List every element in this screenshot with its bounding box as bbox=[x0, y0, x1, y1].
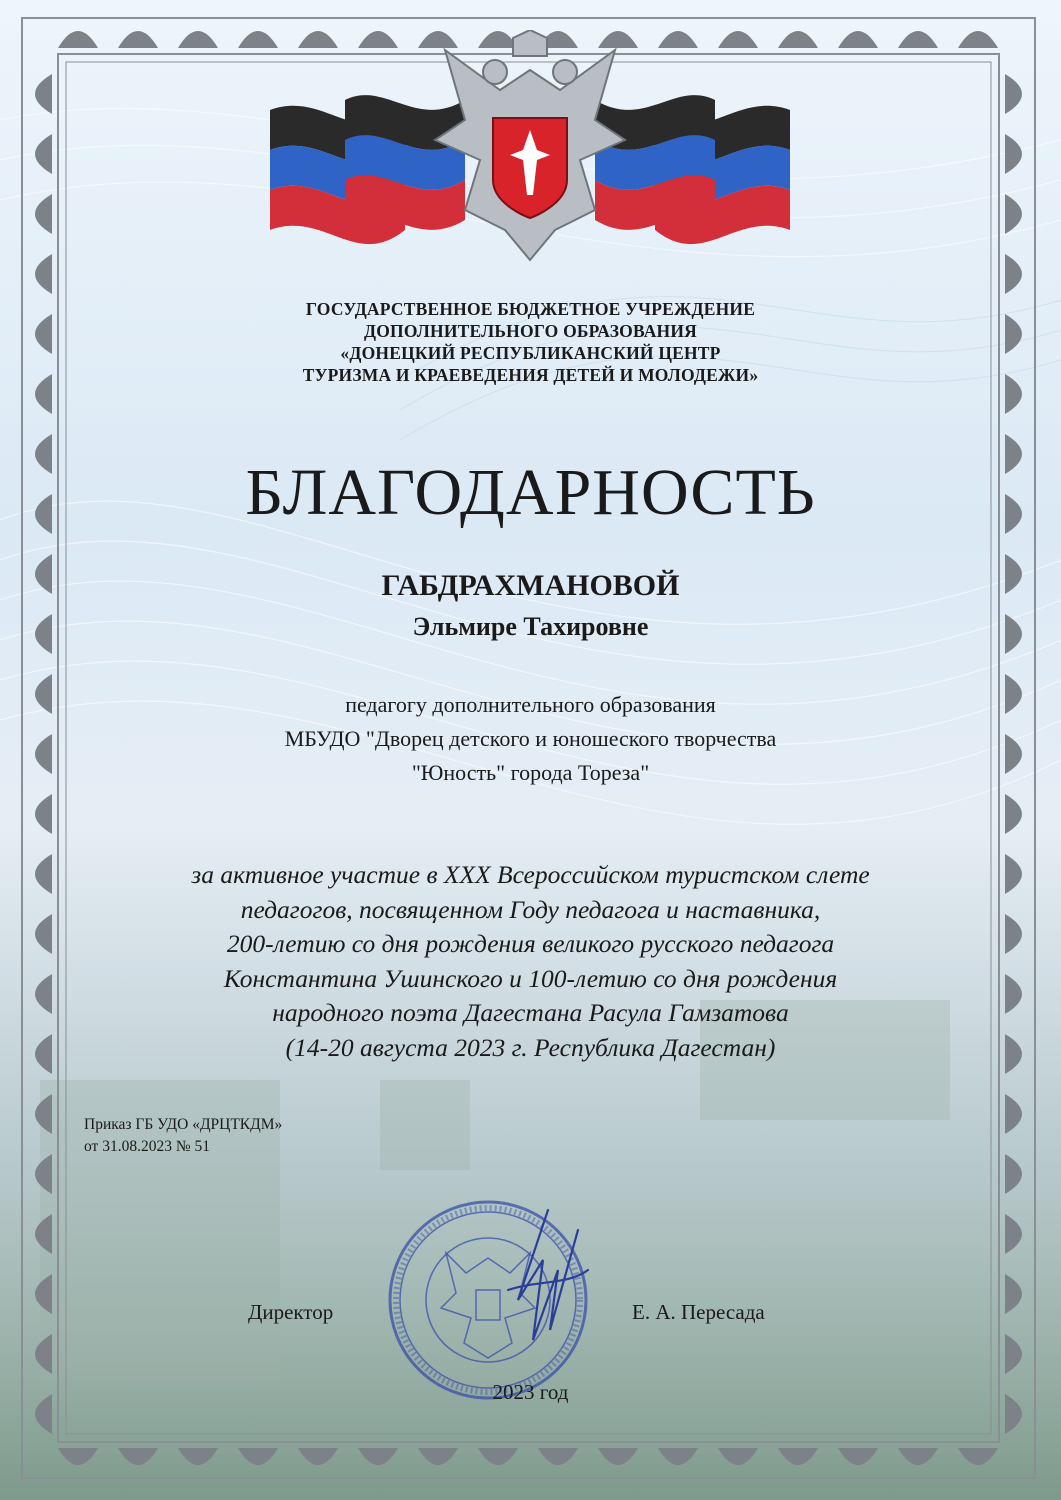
signature-icon bbox=[488, 1200, 598, 1350]
order-reference bbox=[84, 1114, 282, 1158]
order-line: Приказ ГБ УДО «ДРЦТКДМ» bbox=[84, 1116, 283, 1133]
reason-line: 200-летию со дня рождения великого русского педагога bbox=[226, 929, 835, 958]
organization-line: ТУРИЗМА И КРАЕВЕДЕНИЯ ДЕТЕЙ И МОЛОДЕЖИ» bbox=[302, 365, 759, 385]
reason-line: (14-20 августа 2023 г. Республика Дагестан) bbox=[285, 1032, 776, 1062]
document-year: 2023 год bbox=[492, 1380, 569, 1404]
order-line: от 31.08.2023 № 51 bbox=[84, 1138, 210, 1155]
organization-line: «ДОНЕЦКИЙ РЕСПУБЛИКАНСКИЙ ЦЕНТР bbox=[340, 343, 721, 363]
signatory-role: Директор bbox=[248, 1300, 334, 1324]
document-title: БЛАГОДАРНОСТЬ bbox=[245, 456, 816, 529]
reason-line: за активное участие в XXX Всероссийском туристском слете bbox=[191, 860, 870, 889]
position-line: "Юность" города Тореза" bbox=[411, 760, 650, 785]
position-line: МБУДО "Дворец детского и юношеского творчества bbox=[284, 726, 777, 751]
reason-line: народного поэта Дагестана Расула Гамзатова bbox=[272, 998, 789, 1027]
reason-line: педагогов, посвященном Году педагога и наставника, bbox=[240, 894, 821, 924]
reason-line: Константина Ушинского и 100-летию со дня рождения bbox=[223, 963, 838, 993]
signatory-name: Е. А. Пересада bbox=[632, 1300, 765, 1324]
organization-name bbox=[150, 298, 911, 386]
organization-line: ДОПОЛНИТЕЛЬНОГО ОБРАЗОВАНИЯ bbox=[363, 321, 698, 341]
recipient-position bbox=[150, 688, 911, 790]
organization-line: ГОСУДАРСТВЕННОЕ БЮДЖЕТНОЕ УЧРЕЖДЕНИЕ bbox=[305, 299, 756, 319]
recipient-surname: ГАБДРАХМАНОВОЙ bbox=[381, 569, 680, 602]
award-reason bbox=[70, 858, 991, 1065]
position-line: педагогу дополнительного образования bbox=[345, 692, 716, 717]
recipient-given-names: Эльмире Тахировне bbox=[412, 612, 649, 641]
emblem-icon bbox=[265, 30, 795, 270]
